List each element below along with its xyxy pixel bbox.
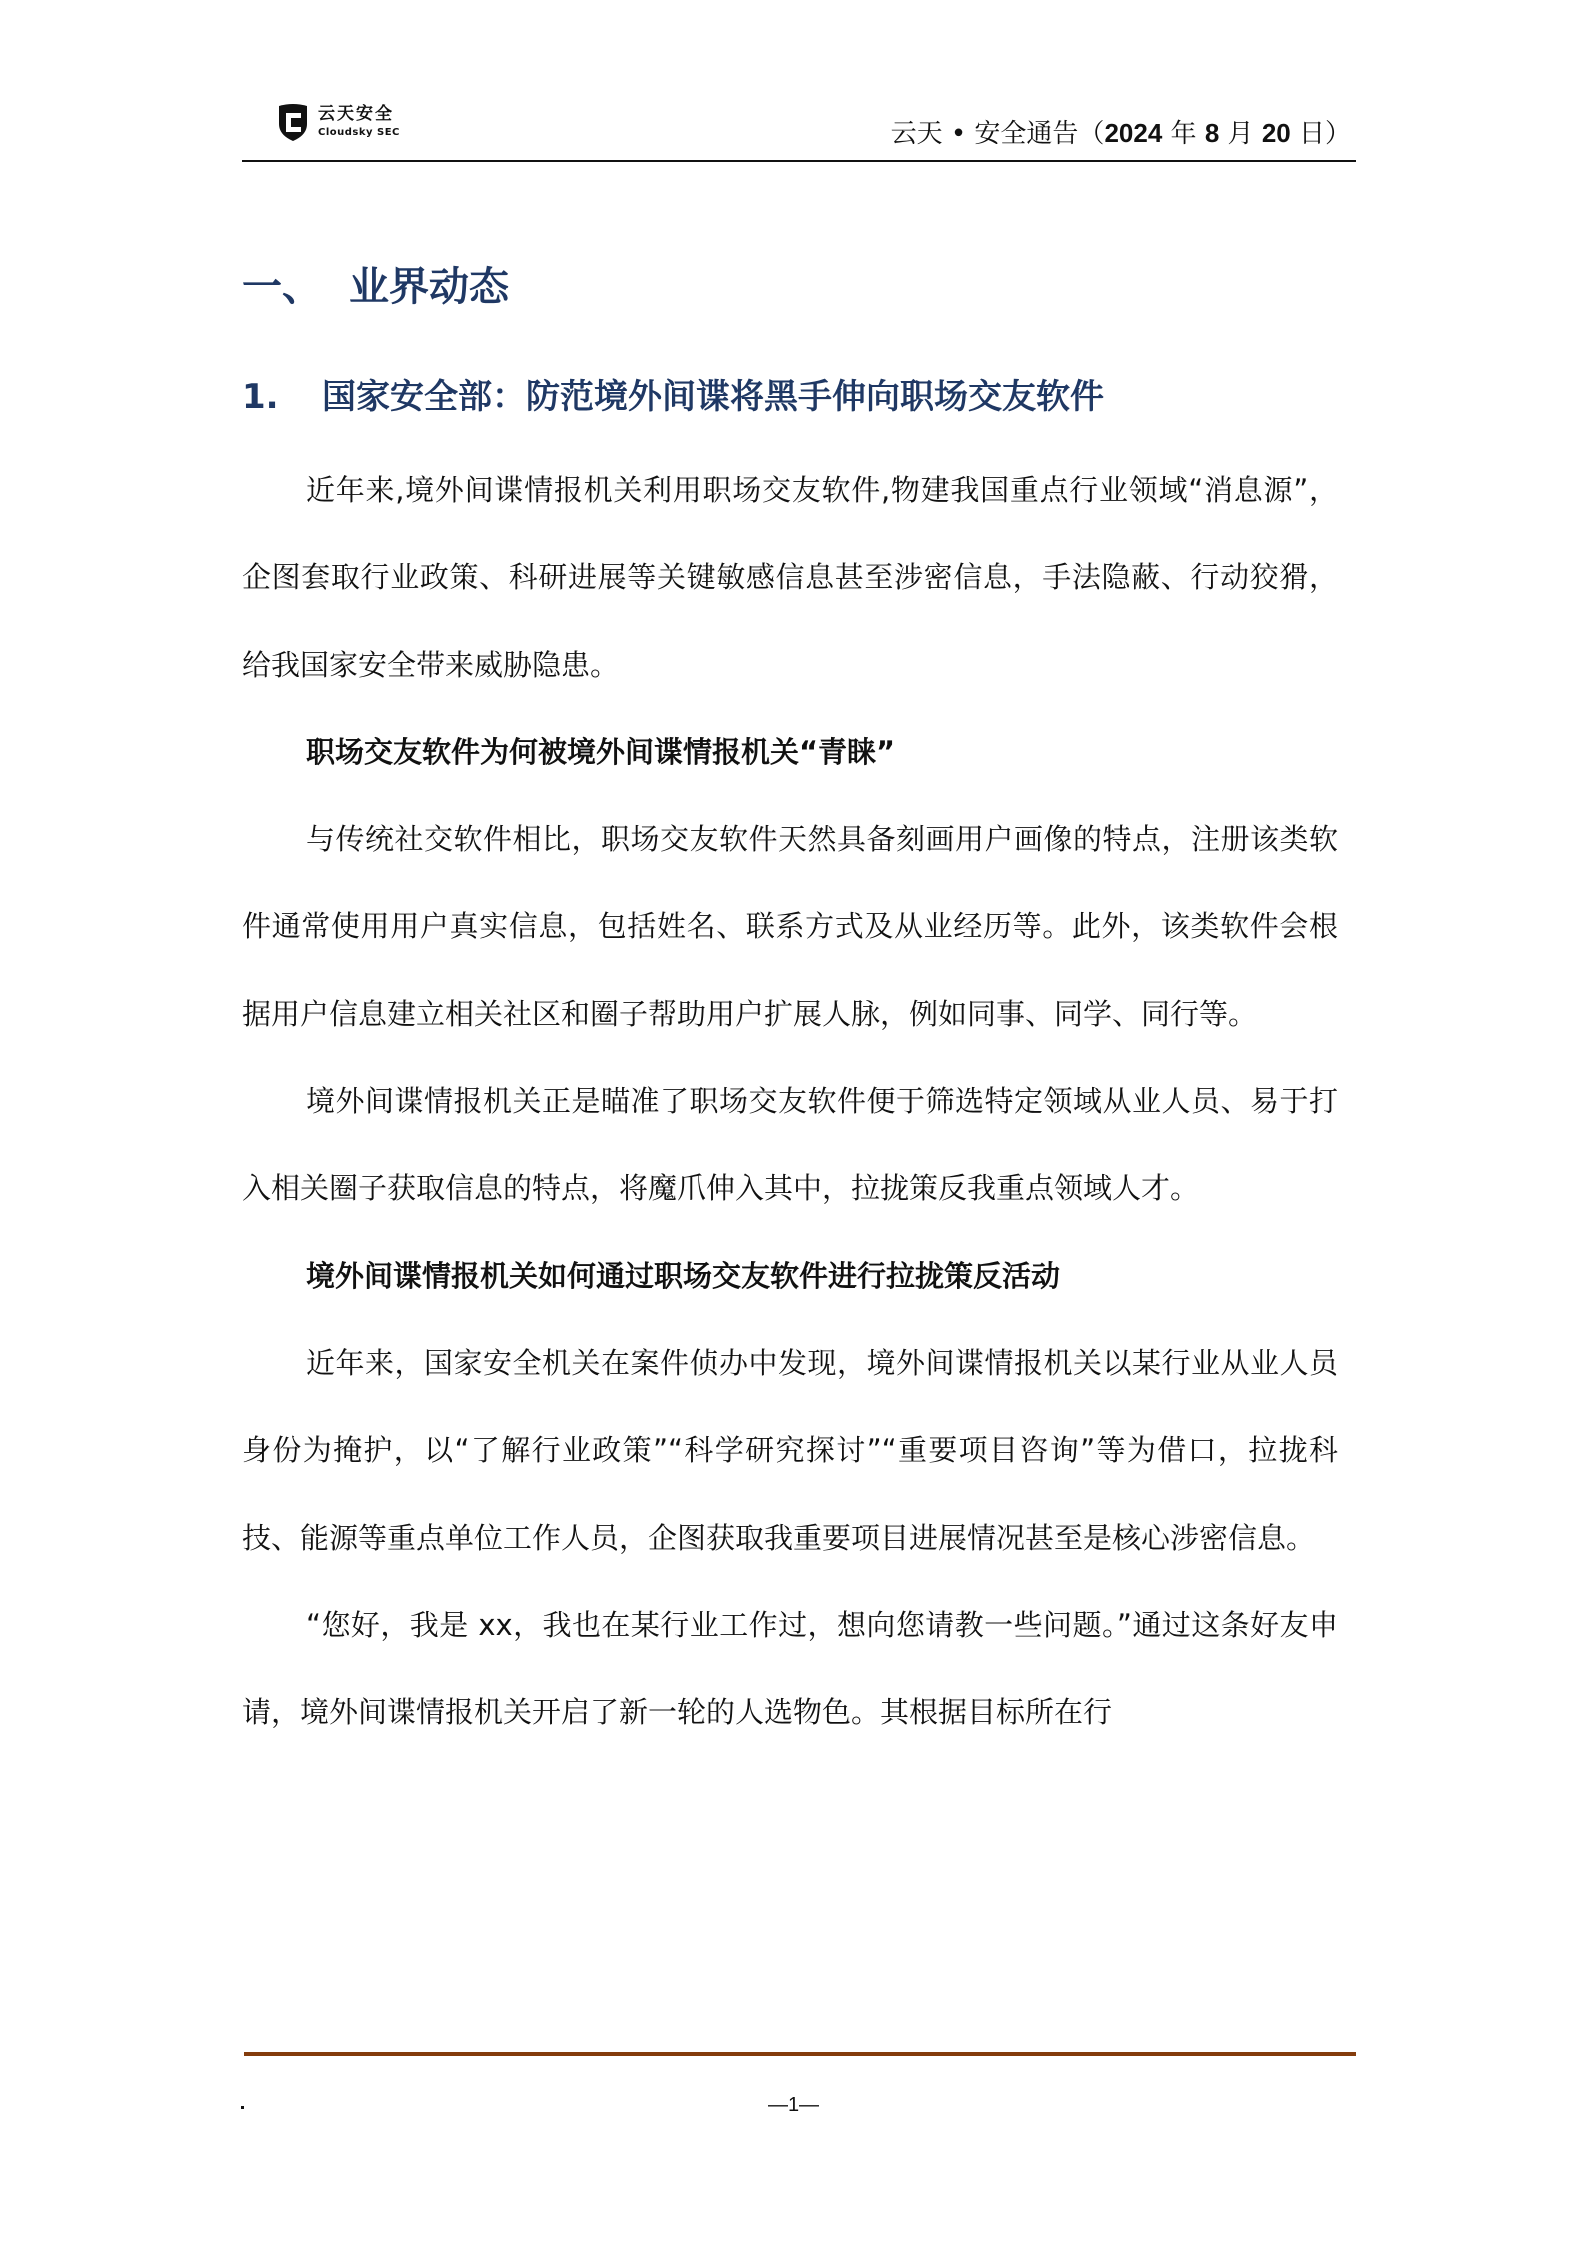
footer-divider — [244, 2052, 1356, 2056]
header-title-prefix: 云天 • 安全通告（ — [890, 119, 1105, 149]
logo-chinese-name: 云天安全 — [318, 104, 394, 124]
paragraph: 与传统社交软件相比，职场交友软件天然具备刻画用户画像的特点，注册该类软件通常使用用户真实信息，包括姓名、联系方式及从业经历等。此外，该类软件会根据用户信息建立相关社区和圈子帮助用户扩展人脉，例如同事、同学、同行等。 — [242, 822, 1338, 1031]
header-divider — [242, 160, 1356, 162]
header-month-unit: 月 — [1219, 119, 1262, 149]
section-number: 一、 — [242, 264, 322, 310]
header-year: 2024 — [1104, 118, 1163, 148]
header-year-unit: 年 — [1162, 119, 1205, 149]
paragraph: 近年来,境外间谍情报机关利用职场交友软件,物建我国重点行业领域“消息源”，企图套取行业政策、科研进展等关键敏感信息甚至涉密信息，手法隐蔽、行动狡猾，给我国家安全带来威胁隐患。 — [242, 473, 1338, 682]
article-body — [242, 447, 1338, 1756]
subheading: 境外间谍情报机关如何通过职场交友软件进行拉拢策反活动 — [306, 1258, 1061, 1293]
article-title: 国家安全部：防范境外间谍将黑手伸向职场交友软件 — [322, 377, 1104, 417]
header-day-unit: 日） — [1290, 119, 1351, 149]
section-heading — [242, 255, 509, 312]
header-day: 20 — [1261, 118, 1291, 148]
section-title: 业界动态 — [349, 264, 509, 310]
subheading: 职场交友软件为何被境外间谍情报机关“青睐” — [306, 734, 896, 769]
company-logo — [276, 97, 400, 147]
paragraph: 境外间谍情报机关正是瞄准了职场交友软件便于筛选特定领域从业人员、易于打入相关圈子获取信息的特点，将魔爪伸入其中，拉拢策反我重点领域人才。 — [242, 1084, 1338, 1206]
shield-c-icon — [276, 102, 310, 142]
paragraph: 近年来，国家安全机关在案件侦办中发现，境外间谍情报机关以某行业从业人员身份为掩护，以“了解行业政策”“科学研究探讨”“重要项目咨询”等为借口，拉拢科技、能源等重点单位工作人员，企图获取我重要项目进展情况甚至是核心涉密信息。 — [242, 1345, 1338, 1555]
document-header-title — [891, 113, 1351, 150]
page-number: —1— — [767, 2094, 820, 2116]
header-month: 8 — [1204, 118, 1220, 148]
article-number: 1. — [242, 377, 279, 417]
article-heading — [242, 369, 1104, 418]
logo-english-name: Cloudsky SEC — [318, 127, 400, 138]
paragraph: “您好，我是 xx，我也在某行业工作过，想向您请教一些问题。”通过这条好友申请，境外间谍情报机关开启了新一轮的人选物色。其根据目标所在行 — [242, 1607, 1338, 1730]
